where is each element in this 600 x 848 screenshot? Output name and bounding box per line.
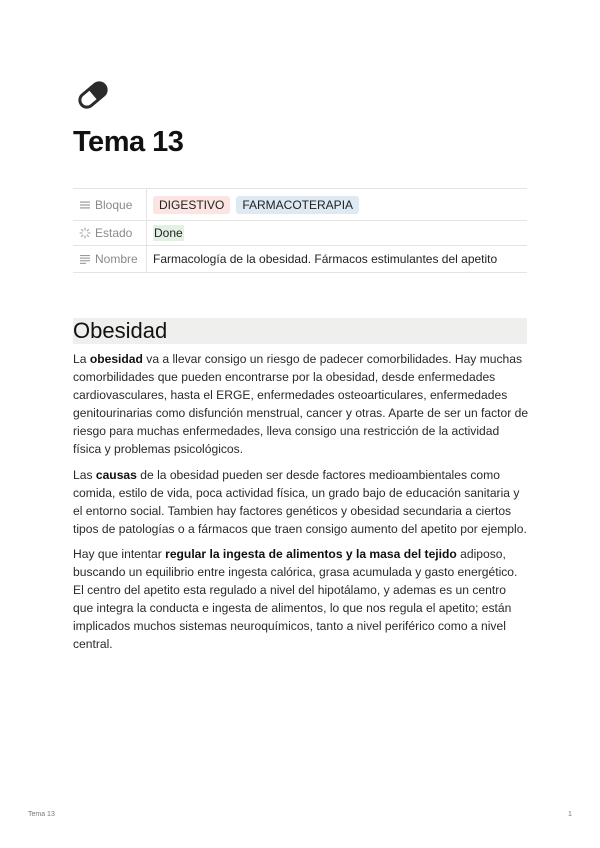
section-body	[73, 350, 529, 661]
status-spinner-icon	[79, 227, 91, 239]
property-key-nombre	[73, 246, 147, 272]
section-heading: Obesidad	[73, 318, 527, 344]
paragraph-text: Las	[73, 467, 96, 482]
list-icon	[79, 199, 91, 211]
paragraph-text: adiposo, buscando un equilibrio entre ingesta calórica, grasa acumulada y gasto energético. El centro del apetito esta regulado a nivel del hipotálamo, y ademas es un centro que integra la conducta e ingesta de alimentos, lo que nos regula el apetito; están implicados muchos sistemas neuroquímicos, tanto a nivel periférico como a nivel central.	[73, 546, 518, 652]
paragraph	[73, 466, 529, 538]
properties-table	[73, 188, 527, 273]
property-key-bloque	[73, 189, 147, 220]
status-done[interactable]: Done	[154, 226, 183, 240]
bold-term: causas	[95, 467, 137, 482]
tag-farmacoterapia[interactable]: FARMACOTERAPIA	[236, 196, 359, 214]
property-key-estado	[73, 221, 147, 245]
property-key-label: Bloque	[95, 197, 133, 212]
property-key-label: Nombre	[95, 252, 138, 266]
paragraph	[73, 350, 529, 459]
property-row-estado	[73, 221, 527, 246]
paragraph-text: Hay que intentar	[73, 546, 166, 561]
bold-term: obesidad	[89, 352, 143, 366]
property-value-estado[interactable]	[147, 225, 184, 241]
page-title: Tema 13	[73, 126, 184, 158]
property-key-label: Estado	[95, 226, 133, 240]
page-number: 1	[568, 811, 572, 818]
pill-icon	[75, 78, 111, 112]
bold-term: regular la ingesta de alimentos y la masa del tejido	[165, 546, 457, 561]
paragraph-text: La	[73, 352, 90, 366]
text-lines-icon	[79, 253, 91, 265]
property-row-bloque	[73, 189, 527, 221]
tag-digestivo[interactable]: DIGESTIVO	[153, 196, 230, 214]
property-value-bloque[interactable]	[147, 196, 365, 214]
paragraph-text: de la obesidad pueden ser desde factores medioambientales como comida, estilo de vida, poca actividad física, un grado bajo de educación sanitaria y el entorno social. Tambien hay factores genéticos y obesidad secundaria a ciertos tipos de patologías o a fármacos que traen consigo aumento del apetito por ejemplo.	[73, 467, 527, 536]
footer-title: Tema 13	[28, 811, 55, 818]
paragraph-text: va a llevar consigo un riesgo de padecer comorbilidades. Hay muchas comorbilidades que pueden encontrarse por la obesidad, desde enfermedades cardiovasculares, hasta el ERGE, enfermedades osteoarticulares, enfermedades genitourinarias como disfunción menstrual, cancer y otras. Aparte de ser un factor de riesgo para muchas enfermedades, lleva consigo una restricción de la actividad física y problemas psicológicos.	[73, 352, 529, 457]
paragraph	[73, 545, 529, 654]
property-value-nombre[interactable]: Farmacología de la obesidad. Fármacos estimulantes del apetito	[153, 252, 498, 266]
property-row-nombre	[73, 246, 527, 273]
